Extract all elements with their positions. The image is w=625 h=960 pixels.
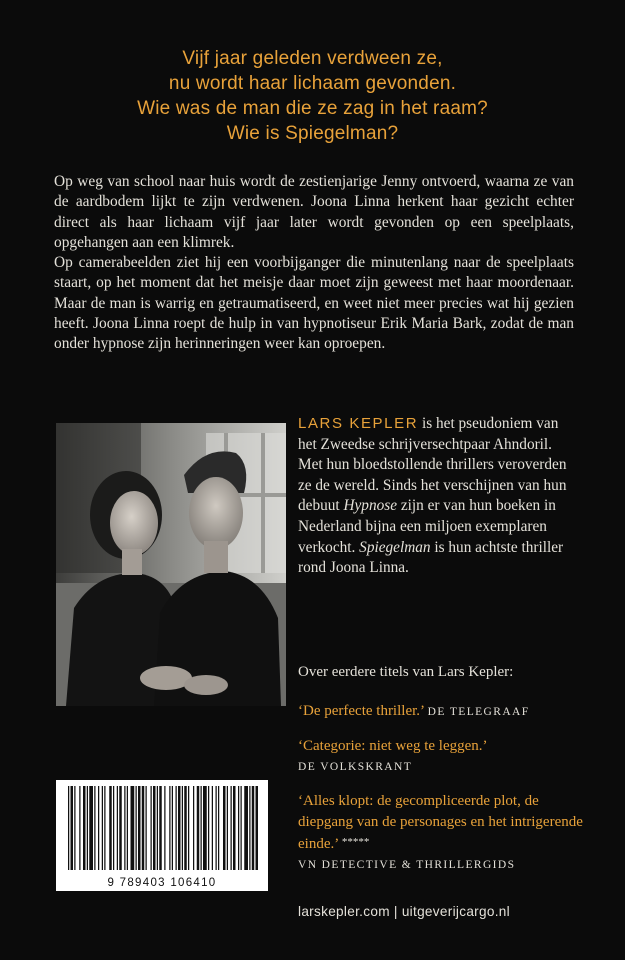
barcode-bar: [169, 786, 170, 870]
barcode-bar: [119, 786, 122, 870]
bio-text-2: zijn er van hun boeken in Nederland bijna een miljoen exemplaren verkocht.: [298, 497, 556, 556]
barcode-bar: [223, 786, 226, 870]
barcode-bar: [124, 786, 125, 870]
barcode-bar: [182, 786, 183, 870]
quote-source: DE VOLKSKRANT: [298, 760, 413, 773]
barcode-bar: [197, 786, 200, 870]
barcode-bar: [87, 786, 88, 870]
barcode-bar: [117, 786, 118, 870]
barcode-bar: [153, 786, 156, 870]
praise-quote: [298, 791, 588, 875]
quote-text: ‘Categorie: niet weg te leggen.’: [298, 738, 488, 754]
quote-text: ‘Alles klopt: de gecompliceerde plot, de diepgang van de personages en het intrigerende einde.’: [298, 793, 583, 852]
barcode-bar: [172, 786, 173, 870]
barcode-bar: [94, 786, 95, 870]
quote-stars: *****: [341, 836, 370, 848]
barcode-bars: [56, 786, 268, 878]
barcode-bar: [113, 786, 114, 870]
barcode-bar: [164, 786, 165, 870]
bio-text-3: is hun achtste thriller rond Joona Linna.: [298, 538, 564, 577]
headline-line-2: nu wordt haar lichaam gevonden.: [168, 73, 457, 94]
barcode-bar: [233, 786, 236, 870]
praise-quote: [298, 736, 588, 777]
barcode-bar: [142, 786, 145, 870]
barcode-bar: [241, 786, 242, 870]
barcode-bar: [71, 786, 74, 870]
barcode-bar: [102, 786, 103, 870]
barcode-bar: [231, 786, 232, 870]
barcode-bar: [89, 786, 93, 870]
barcode-bar: [131, 786, 135, 870]
author-photo: [56, 423, 286, 706]
barcode-bar: [136, 786, 137, 870]
barcode-bar: [252, 786, 255, 870]
synopsis-paragraph-2: Op camerabeelden ziet hij een voorbijganger die minutenlang naar de speelplaats staart, op het moment dat het meisje daar moet zijn geweest met haar moordenaar. Maar de man is warrig en getraumatiseerd, en weet niet meer precies wat hij gezien heeft. Joona Linna roept de hulp in van hypnotiseur Erik Maria Bark, zodat de man onder hypnose zijn herinneringen weer kan oproepen.: [54, 254, 574, 353]
quote-source: VN DETECTIVE & THRILLERGIDS: [298, 858, 516, 871]
quote-source: DE TELEGRAAF: [427, 705, 530, 718]
barcode-bar: [176, 786, 177, 870]
headline-line-3: Wie was de man die ze zag in het raam?: [137, 98, 488, 119]
barcode-bar: [218, 786, 219, 870]
barcode-bar: [227, 786, 228, 870]
barcode-bar: [249, 786, 250, 870]
barcode-bar: [68, 786, 69, 870]
headline: [0, 46, 625, 146]
synopsis: [54, 172, 574, 355]
barcode-bar: [109, 786, 112, 870]
barcode-bar: [184, 786, 187, 870]
barcode-bar: [151, 786, 152, 870]
author-bio: [298, 414, 580, 579]
quote-text: ‘De perfecte thriller.’: [298, 702, 424, 719]
praise-intro: Over eerdere titels van Lars Kepler:: [298, 664, 514, 680]
headline-line-1: Vijf jaar geleden verdween ze,: [182, 48, 443, 69]
author-photo-image: [56, 423, 286, 706]
barcode-digits: 9 789403 106410: [107, 877, 217, 889]
barcode-bar: [212, 786, 213, 870]
synopsis-paragraph-1: Op weg van school naar huis wordt de zestienjarige Jenny ontvoerd, waarna ze van de aardbodem lijkt te zijn verdwenen. Joona Linna herkent haar gezicht echter direct als haar lichaam vijf jaar later wordt gevonden op een speelplaats, opgehangen aan een klimrek.: [54, 173, 574, 251]
praise-section: [298, 662, 588, 889]
barcode-bar: [238, 786, 239, 870]
book-title-spiegelman: Spiegelman: [359, 538, 431, 556]
barcode-bar: [201, 786, 202, 870]
book-title-hypnose: Hypnose: [343, 497, 397, 515]
bio-text-1: is het pseudoniem van het Zweedse schrijversechtpaar Ahndoril. Met hun bloedstollende thrillers veroverden ze de wereld. Sinds het verschijnen van hun debuut: [298, 415, 567, 515]
barcode-bar: [127, 786, 128, 870]
barcode-bar: [157, 786, 158, 870]
barcode-bar: [104, 786, 105, 870]
barcode-bar: [83, 786, 86, 870]
author-name: LARS KEPLER: [298, 415, 419, 432]
headline-line-4: Wie is Spiegelman?: [226, 123, 399, 144]
barcode-bar: [216, 786, 217, 870]
barcode-bar: [208, 786, 209, 870]
barcode-bar: [74, 786, 75, 870]
barcode-bar: [193, 786, 194, 870]
barcode-bar: [98, 786, 99, 870]
barcode: [56, 780, 268, 891]
barcode-bar: [159, 786, 162, 870]
barcode-bar: [203, 786, 207, 870]
barcode-bar: [146, 786, 147, 870]
praise-quote: [298, 701, 588, 723]
website-links: larskepler.com | uitgeverijcargo.nl: [298, 904, 510, 919]
barcode-bar: [256, 786, 259, 870]
barcode-bar: [244, 786, 248, 870]
barcode-bar: [178, 786, 181, 870]
barcode-bar: [79, 786, 80, 870]
barcode-bar: [188, 786, 189, 870]
barcode-bar: [138, 786, 141, 870]
